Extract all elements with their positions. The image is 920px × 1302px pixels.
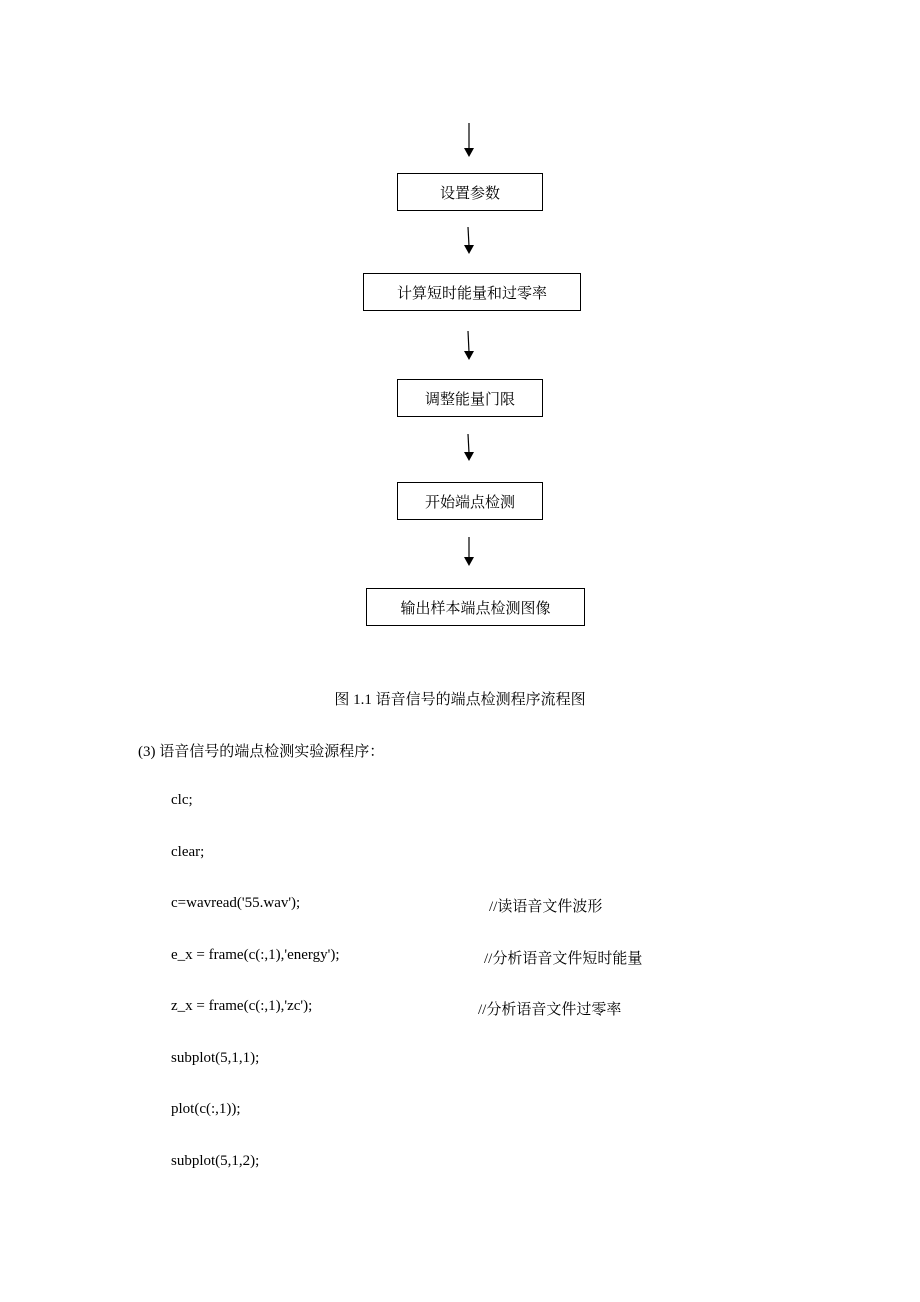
code-line: plot(c(:,1)); <box>171 1101 241 1117</box>
code-line: e_x = frame(c(:,1),'energy'); <box>171 947 340 963</box>
arrow-step3-to-step4 <box>462 434 476 464</box>
flow-step-start-detection: 开始端点检测 <box>397 482 543 520</box>
code-line: subplot(5,1,1); <box>171 1050 260 1066</box>
code-comment: //分析语音文件过零率 <box>478 1002 622 1018</box>
code-comment: //分析语音文件短时能量 <box>484 951 643 967</box>
code-line: clc; <box>171 792 193 808</box>
figure-caption: 图 1.1 语音信号的端点检测程序流程图 <box>334 692 586 708</box>
code-line: z_x = frame(c(:,1),'zc'); <box>171 998 313 1014</box>
section-heading: (3) 语音信号的端点检测实验源程序： <box>138 744 385 760</box>
code-line: subplot(5,1,2); <box>171 1153 260 1169</box>
arrow-step4-to-step5 <box>462 537 476 569</box>
flow-step-output-image: 输出样本端点检测图像 <box>366 588 585 626</box>
code-line: c=wavread('55.wav'); <box>171 895 301 911</box>
arrow-top <box>462 123 476 159</box>
arrow-step2-to-step3 <box>462 331 476 363</box>
flow-step-adjust-threshold: 调整能量门限 <box>397 379 543 417</box>
flow-step-set-parameters: 设置参数 <box>397 173 543 211</box>
code-comment: //读语音文件波形 <box>489 899 603 915</box>
flow-step-compute-energy-zcr: 计算短时能量和过零率 <box>363 273 581 311</box>
code-line: clear; <box>171 844 205 860</box>
arrow-step1-to-step2 <box>462 227 476 257</box>
